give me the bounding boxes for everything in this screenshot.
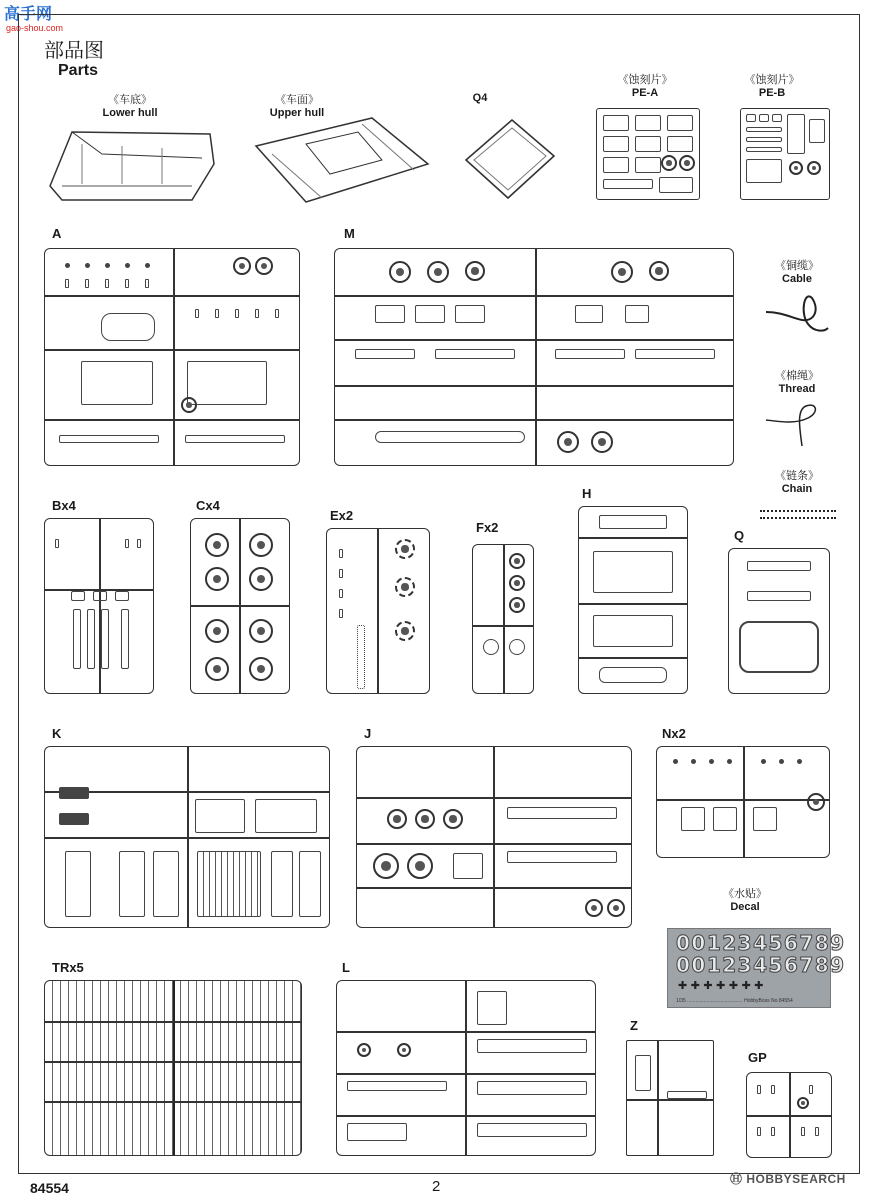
sprue-h	[578, 506, 688, 694]
sprue-label-m: M	[344, 226, 355, 241]
decal-fine-print: 1/35 ........................................ HobbyBoss No.84554	[676, 998, 793, 1004]
sprue-label-b: Bx4	[52, 498, 76, 513]
q4-drawing	[462, 116, 558, 202]
sprue-tr	[44, 980, 302, 1156]
sprue-label-k: K	[52, 726, 62, 741]
sprue-f	[472, 544, 534, 694]
thread-caption	[762, 370, 832, 396]
caption-en: Q4	[472, 92, 488, 104]
caption-zh: 《水贴》	[723, 888, 767, 900]
chain-drawing	[760, 510, 836, 519]
caption-zh: 《车底》	[108, 94, 152, 106]
sprue-label-h: H	[582, 486, 592, 501]
caption-en: Thread	[778, 383, 816, 395]
sprue-label-gp: GP	[748, 1050, 767, 1065]
caption-en: Upper hull	[269, 107, 325, 119]
decal-numbers-row-2: 00123456789	[676, 953, 846, 977]
cable-caption	[762, 260, 832, 286]
sprue-e	[326, 528, 430, 694]
thread-drawing	[762, 400, 832, 450]
sprue-m	[334, 248, 734, 466]
caption-en: PE-A	[631, 87, 659, 99]
product-code: 84554	[30, 1180, 69, 1196]
sprue-k	[44, 746, 330, 928]
sprue-label-q: Q	[734, 528, 745, 543]
upper-hull-drawing	[252, 114, 432, 206]
caption-zh: 《蚀刻片》	[744, 74, 800, 86]
chain-caption	[762, 470, 832, 496]
logo-text: 高手网	[4, 4, 53, 23]
sprue-a	[44, 248, 300, 466]
sprue-z	[626, 1040, 714, 1156]
watermark	[730, 1170, 846, 1187]
page-title: Parts	[58, 62, 99, 79]
sprue-label-e: Ex2	[330, 508, 354, 523]
q4-caption	[462, 92, 498, 105]
sprue-label-c: Cx4	[196, 498, 220, 513]
sprue-c	[190, 518, 290, 694]
sprue-label-n: Nx2	[662, 726, 686, 741]
caption-en: Decal	[730, 901, 760, 913]
page-number: 2	[432, 1178, 441, 1195]
sprue-b	[44, 518, 154, 694]
lower-hull-drawing	[42, 124, 222, 206]
sprue-label-j: J	[364, 726, 372, 741]
caption-zh: 《链条》	[775, 470, 819, 482]
decal-numbers-row-1: 00123456789	[676, 931, 846, 955]
caption-en: Lower hull	[102, 107, 158, 119]
decal-caption	[700, 888, 790, 914]
watermark-text: HOBBYSEARCH	[746, 1172, 846, 1186]
decal-crosses: ✚ ✚ ✚ ✚ ✚ ✚ ✚	[678, 979, 764, 992]
caption-zh: 《车面》	[275, 94, 319, 106]
caption-en: Cable	[782, 273, 812, 285]
sprue-label-l: L	[342, 960, 350, 975]
pe-b-caption	[732, 74, 812, 100]
sprue-label-a: A	[52, 226, 62, 241]
caption-zh: 《蚀刻片》	[617, 74, 673, 86]
sprue-gp	[746, 1072, 832, 1158]
lower-hull-caption	[95, 94, 165, 120]
pe-b-fret	[740, 108, 830, 200]
logo-url: gao-shou.com	[6, 23, 64, 33]
sprue-label-f: Fx2	[476, 520, 499, 535]
watermark-icon: Ⓗ	[730, 1172, 747, 1186]
sprue-n	[656, 746, 830, 858]
caption-zh: 《铜缆》	[775, 260, 819, 272]
caption-en: PE-B	[758, 87, 786, 99]
sprue-label-tr: TRx5	[52, 960, 84, 975]
sprue-j	[356, 746, 632, 928]
sprue-q	[728, 548, 830, 694]
caption-en: Chain	[781, 483, 813, 495]
pe-a-fret	[596, 108, 700, 200]
caption-zh: 《棉绳》	[775, 370, 819, 382]
cable-drawing	[762, 290, 832, 338]
page-title-zh: 部品图	[44, 40, 104, 62]
sprue-label-z: Z	[630, 1018, 638, 1033]
pe-a-caption	[605, 74, 685, 100]
sprue-l	[336, 980, 596, 1156]
decal-sheet	[667, 928, 846, 1008]
